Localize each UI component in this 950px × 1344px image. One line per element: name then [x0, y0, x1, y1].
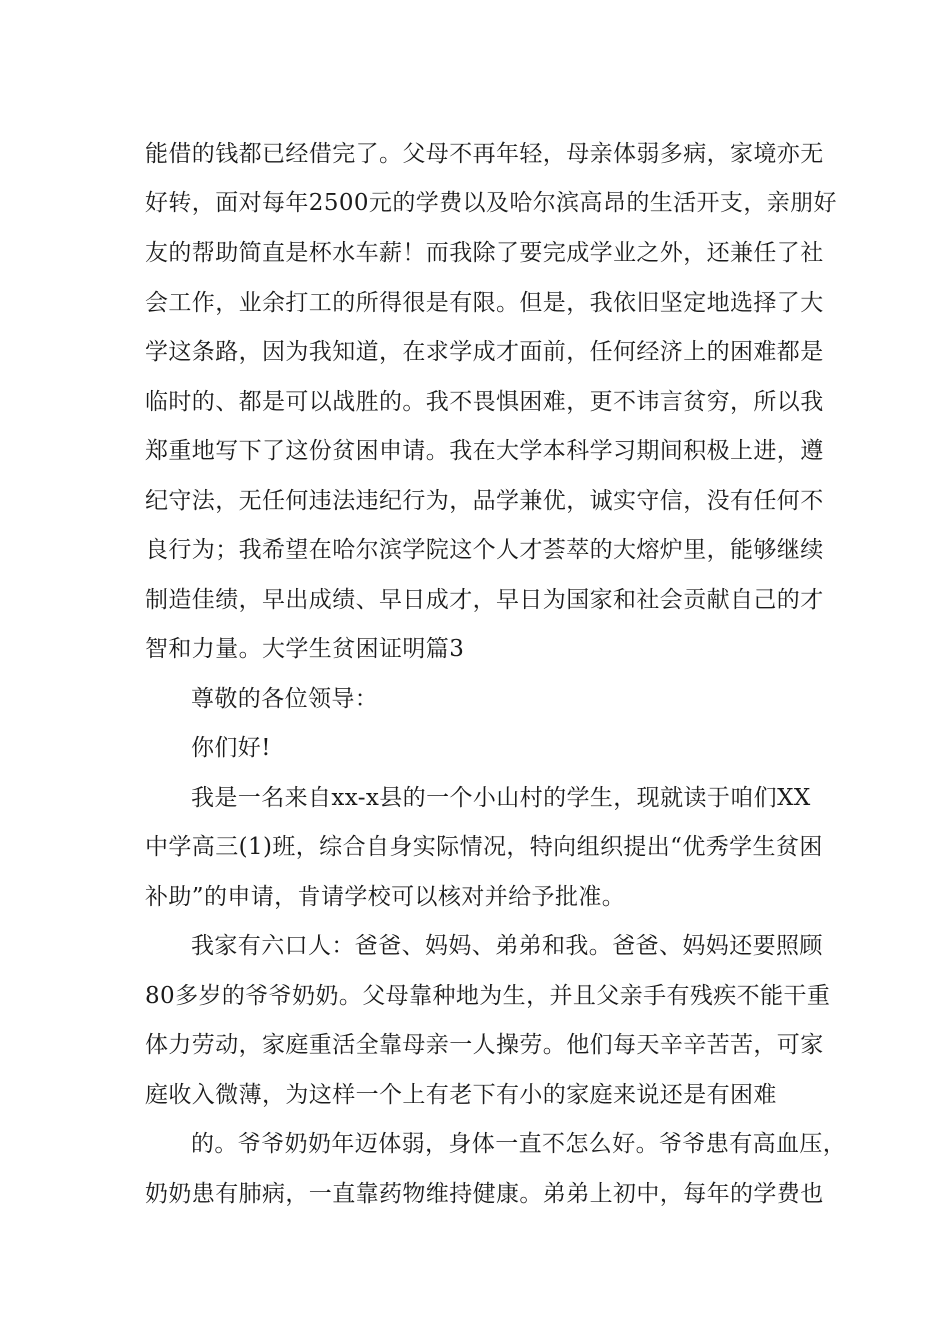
text-line: 庭收入微薄，为这样一个上有老下有小的家庭来说还是有困难 [145, 1082, 777, 1108]
text-line: 能借的钱都已经借完了。父母不再年轻，母亲体弱多病，家境亦无 [145, 141, 824, 167]
text-line: 我家有六口人：爸爸、妈妈、弟弟和我。爸爸、妈妈还要照顾 [191, 933, 823, 959]
text-line: 中学高三(1)班，综合自身实际情况，特向组织提出“优秀学生贫困 [145, 834, 823, 860]
text-line: 补助”的申请，肯请学校可以核对并给予批准。 [145, 884, 626, 910]
text-line: 好转，面对每年2500元的学费以及哈尔滨高昂的生活开支，亲朋好 [145, 190, 837, 216]
text-line: 制造佳绩，早出成绩、早日成才，早日为国家和社会贡献自己的才 [145, 587, 824, 613]
text-line: 体力劳动，家庭重活全靠母亲一人操劳。他们每天辛辛苦苦，可家 [145, 1032, 824, 1058]
text-line: 友的帮助简直是杯水车薪！而我除了要完成学业之外，还兼任了社 [145, 240, 824, 266]
text-line: 会工作，业余打工的所得很是有限。但是，我依旧坚定地选择了大 [145, 290, 824, 316]
text-line: 智和力量。大学生贫困证明篇3 [145, 636, 465, 662]
salutation: 尊敬的各位领导： [191, 686, 379, 712]
text-line: 学这条路，因为我知道，在求学成才面前，任何经济上的困难都是 [145, 339, 824, 365]
greeting: 你们好! [191, 735, 271, 761]
text-line: 我是一名来自xx-x县的一个小山村的学生，现就读于咱们XX [191, 785, 811, 811]
text-line: 奶奶患有肺病，一直靠药物维持健康。弟弟上初中，每年的学费也 [145, 1181, 824, 1207]
text-line: 纪守法，无任何违法违纪行为，品学兼优，诚实守信，没有任何不 [145, 488, 824, 514]
text-line: 的。爷爷奶奶年迈体弱，身体一直不怎么好。爷爷患有高血压， [191, 1131, 847, 1157]
text-line: 80多岁的爷爷奶奶。父母靠种地为生，并且父亲手有残疾不能干重 [145, 983, 831, 1009]
text-line: 良行为；我希望在哈尔滨学院这个人才荟萃的大熔炉里，能够继续 [145, 537, 824, 563]
text-line: 临时的、都是可以战胜的。我不畏惧困难，更不讳言贫穷，所以我 [145, 389, 824, 415]
text-line: 郑重地写下了这份贫困申请。我在大学本科学习期间积极上进，遵 [145, 438, 824, 464]
